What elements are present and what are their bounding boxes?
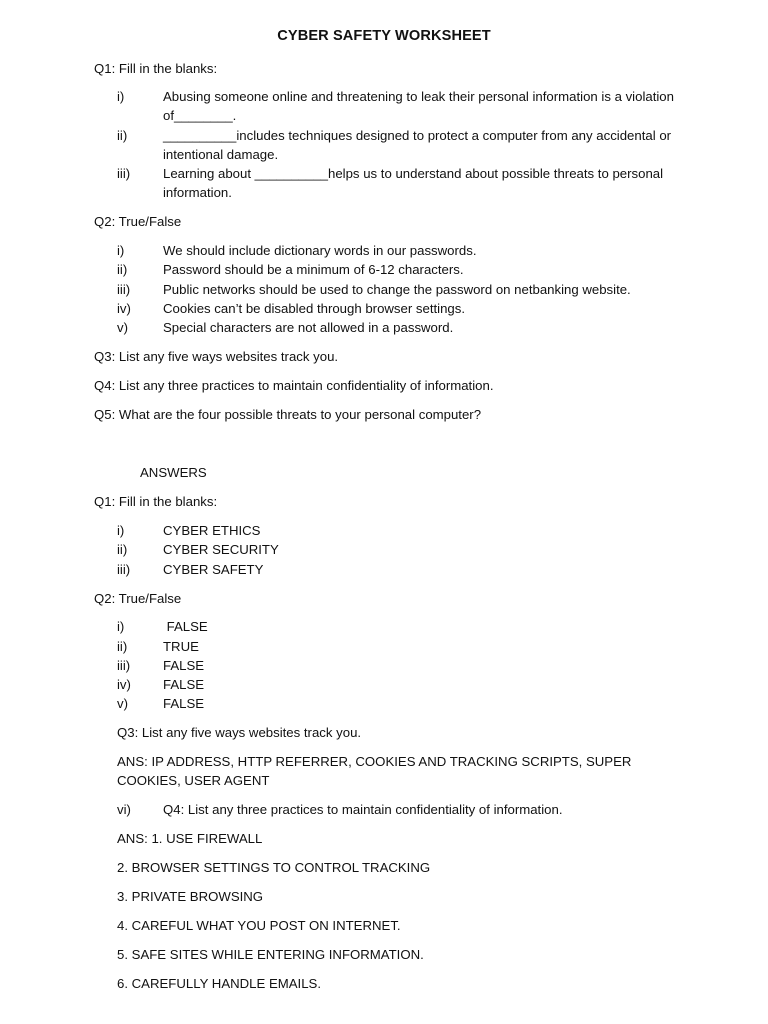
list-item-number: ii) [117, 128, 128, 143]
q4-heading: Q4: List any three practices to maintain confidentiality of information. [94, 378, 494, 393]
list-item-number: i) [117, 243, 125, 258]
list-item-number: v) [117, 696, 128, 711]
answers-q4-heading: Q4: List any three practices to maintain confidentiality of information. [163, 802, 563, 817]
list-item-text: FALSE [163, 658, 205, 673]
q1-heading: Q1: Fill in the blanks: [94, 61, 218, 76]
list-item-number: ii) [117, 542, 128, 557]
answer-line: 6. CAREFULLY HANDLE EMAILS. [117, 976, 321, 991]
list-item-number: ii) [117, 639, 128, 654]
list-item-number: vi) [117, 802, 131, 817]
list-item-number: v) [117, 320, 128, 335]
list-item-number: iii) [117, 658, 131, 673]
list-item-text: Password should be a minimum of 6-12 characters. [163, 262, 464, 277]
list-item-text: Special characters are not allowed in a password. [163, 320, 454, 335]
list-item-text: Abusing someone online and threatening to leak their personal information is a violation of________. [163, 89, 674, 124]
list-item-number: iii) [117, 282, 131, 297]
list-item-text: CYBER SECURITY [163, 542, 279, 557]
list-item-text: FALSE [163, 619, 208, 634]
list-item-number: iv) [117, 301, 131, 316]
list-item-number: i) [117, 89, 125, 104]
list-item-text: Learning about __________helps us to understand about possible threats to personal information. [163, 166, 664, 201]
worksheet-title: CYBER SAFETY WORKSHEET [277, 28, 491, 44]
answer-line: ANS: 1. USE FIREWALL [117, 831, 263, 846]
list-item-text: __________includes techniques designed to protect a computer from any accidental or intentional damage. [163, 128, 672, 163]
answer-line: 2. BROWSER SETTINGS TO CONTROL TRACKING [117, 860, 431, 875]
list-item-number: iv) [117, 677, 131, 692]
answers-q1-heading: Q1: Fill in the blanks: [94, 494, 218, 509]
list-item-number: iii) [117, 562, 131, 577]
list-item-text: Public networks should be used to change the password on netbanking website. [163, 282, 631, 297]
answers-q2-heading: Q2: True/False [94, 591, 182, 606]
answers-q3-answer: ANS: IP ADDRESS, HTTP REFERRER, COOKIES AND TRACKING SCRIPTS, SUPER COOKIES, USER AGENT [117, 754, 632, 789]
q3-heading: Q3: List any five ways websites track you. [94, 349, 339, 364]
q2-heading: Q2: True/False [94, 214, 182, 229]
list-item-number: i) [117, 523, 125, 538]
list-item-text: We should include dictionary words in our passwords. [163, 243, 477, 258]
list-item-text: TRUE [163, 639, 199, 654]
list-item-number: iii) [117, 166, 131, 181]
answer-line: 3. PRIVATE BROWSING [117, 889, 264, 904]
answer-line: 5. SAFE SITES WHILE ENTERING INFORMATION. [117, 947, 424, 962]
list-item-number: ii) [117, 262, 128, 277]
list-item-text: FALSE [163, 696, 205, 711]
q5-heading: Q5: What are the four possible threats to your personal computer? [94, 407, 482, 422]
list-item-text: Cookies can’t be disabled through browser settings. [163, 301, 466, 316]
list-item-text: FALSE [163, 677, 205, 692]
answer-line: 4. CAREFUL WHAT YOU POST ON INTERNET. [117, 918, 401, 933]
answers-label: ANSWERS [140, 465, 207, 480]
answers-q3-heading: Q3: List any five ways websites track you. [117, 725, 362, 740]
list-item-text: CYBER ETHICS [163, 523, 261, 538]
list-item-text: CYBER SAFETY [163, 562, 264, 577]
list-item-number: i) [117, 619, 125, 634]
